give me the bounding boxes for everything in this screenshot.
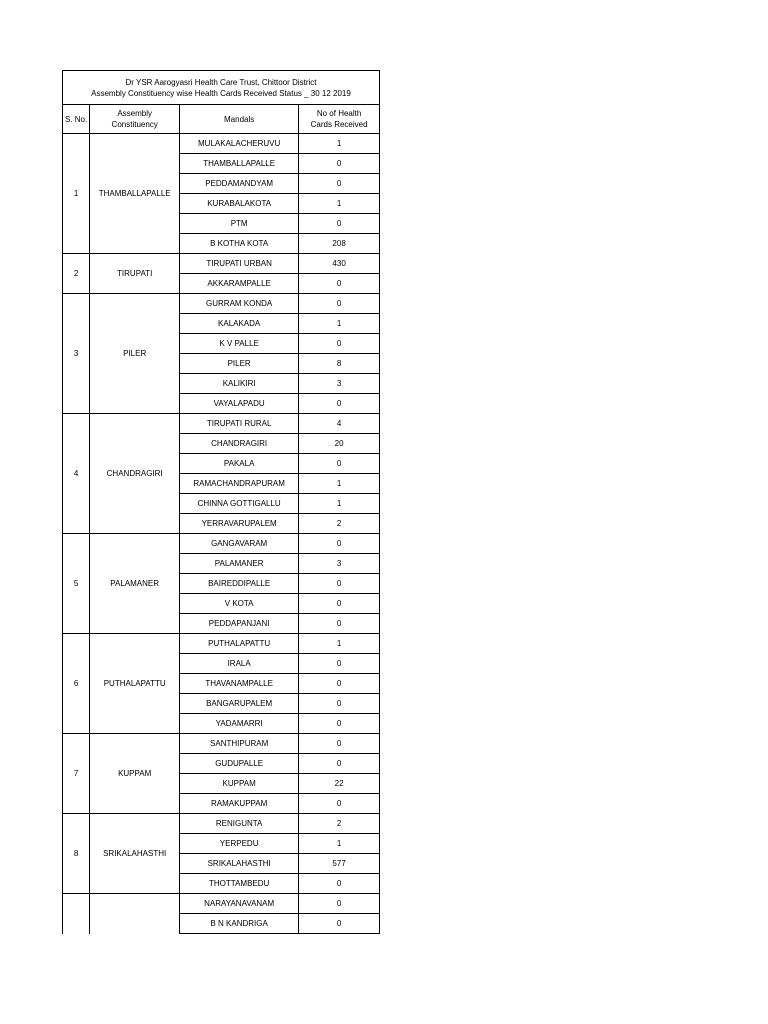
- mandal-cell: THAMBALLAPALLE: [180, 154, 299, 174]
- mandal-cell: KURABALAKOTA: [180, 194, 299, 214]
- constituency-cell: CHANDRAGIRI: [90, 414, 180, 534]
- table-row: [63, 254, 380, 274]
- table-row: [63, 294, 380, 314]
- document-title: [63, 71, 380, 105]
- cards-received-cell: 3: [299, 554, 380, 574]
- serial-number-cell: 1: [63, 134, 90, 254]
- table-row: [63, 814, 380, 834]
- constituency-cell: THAMBALLAPALLE: [90, 134, 180, 254]
- mandal-cell: BAIREDDIPALLE: [180, 574, 299, 594]
- table-row: [63, 414, 380, 434]
- cards-received-cell: 3: [299, 374, 380, 394]
- title-row: [63, 71, 380, 105]
- cards-received-cell: 0: [299, 914, 380, 934]
- mandal-cell: PEDDAPANJANI: [180, 614, 299, 634]
- serial-number-cell: 3: [63, 294, 90, 414]
- mandal-cell: PTM: [180, 214, 299, 234]
- cards-received-cell: 2: [299, 514, 380, 534]
- serial-number-cell: 7: [63, 734, 90, 814]
- mandal-cell: GUDUPALLE: [180, 754, 299, 774]
- serial-number-cell: 5: [63, 534, 90, 634]
- cards-received-cell: 0: [299, 674, 380, 694]
- constituency-cell: KUPPAM: [90, 734, 180, 814]
- mandal-cell: TIRUPATI URBAN: [180, 254, 299, 274]
- serial-number-cell: 2: [63, 254, 90, 294]
- constituency-cell: PALAMANER: [90, 534, 180, 634]
- mandal-cell: B KOTHA KOTA: [180, 234, 299, 254]
- cards-received-cell: 0: [299, 214, 380, 234]
- table-row: [63, 534, 380, 554]
- cards-received-cell: 0: [299, 454, 380, 474]
- cards-received-cell: 0: [299, 174, 380, 194]
- header-mandals: Mandals: [180, 105, 299, 134]
- cards-received-cell: 0: [299, 274, 380, 294]
- table-row: [63, 734, 380, 754]
- health-cards-sheet: [62, 70, 380, 934]
- table-row: [63, 634, 380, 654]
- cards-received-cell: 0: [299, 754, 380, 774]
- mandal-cell: SRIKALAHASTHI: [180, 854, 299, 874]
- mandal-cell: PALAMANER: [180, 554, 299, 574]
- table-row: [63, 134, 380, 154]
- cards-received-cell: 0: [299, 734, 380, 754]
- mandal-cell: PUTHALAPATTU: [180, 634, 299, 654]
- header-cards: [299, 105, 380, 134]
- mandal-cell: CHINNA GOTTIGALLU: [180, 494, 299, 514]
- mandal-cell: V KOTA: [180, 594, 299, 614]
- mandal-cell: GURRAM KONDA: [180, 294, 299, 314]
- constituency-cell: TIRUPATI: [90, 254, 180, 294]
- header-sno: S. No.: [63, 105, 90, 134]
- cards-received-cell: 0: [299, 574, 380, 594]
- cards-received-cell: 1: [299, 494, 380, 514]
- cards-received-cell: 0: [299, 714, 380, 734]
- cards-received-cell: 0: [299, 594, 380, 614]
- cards-received-cell: 430: [299, 254, 380, 274]
- title-line-2: Assembly Constituency wise Health Cards Received Status _ 30 12 2019: [91, 88, 351, 98]
- cards-received-cell: 0: [299, 894, 380, 914]
- title-line-1: Dr YSR Aarogyasri Health Care Trust, Chittoor District: [125, 77, 317, 87]
- constituency-cell: PILER: [90, 294, 180, 414]
- mandal-cell: SANTHIPURAM: [180, 734, 299, 754]
- cards-received-cell: 8: [299, 354, 380, 374]
- cards-received-cell: 4: [299, 414, 380, 434]
- constituency-cell: [90, 894, 180, 934]
- serial-number-cell: 6: [63, 634, 90, 734]
- mandal-cell: CHANDRAGIRI: [180, 434, 299, 454]
- health-cards-table: [62, 70, 380, 934]
- mandal-cell: THAVANAMPALLE: [180, 674, 299, 694]
- serial-number-cell: [63, 894, 90, 934]
- cards-received-cell: 1: [299, 194, 380, 214]
- mandal-cell: PEDDAMANDYAM: [180, 174, 299, 194]
- mandal-cell: BANGARUPALEM: [180, 694, 299, 714]
- mandal-cell: PAKALA: [180, 454, 299, 474]
- mandal-cell: RAMACHANDRAPURAM: [180, 474, 299, 494]
- cards-received-cell: 2: [299, 814, 380, 834]
- mandal-cell: K V PALLE: [180, 334, 299, 354]
- cards-received-cell: 0: [299, 694, 380, 714]
- cards-received-cell: 1: [299, 134, 380, 154]
- mandal-cell: YERRAVARUPALEM: [180, 514, 299, 534]
- cards-received-cell: 1: [299, 634, 380, 654]
- serial-number-cell: 8: [63, 814, 90, 894]
- cards-received-cell: 0: [299, 654, 380, 674]
- mandal-cell: THOTTAMBEDU: [180, 874, 299, 894]
- mandal-cell: KALAKADA: [180, 314, 299, 334]
- mandal-cell: KUPPAM: [180, 774, 299, 794]
- cards-received-cell: 0: [299, 614, 380, 634]
- cards-received-cell: 0: [299, 874, 380, 894]
- mandal-cell: PILER: [180, 354, 299, 374]
- mandal-cell: KALIKIRI: [180, 374, 299, 394]
- mandal-cell: MULAKALACHERUVU: [180, 134, 299, 154]
- mandal-cell: YERPEDU: [180, 834, 299, 854]
- cards-received-cell: 0: [299, 334, 380, 354]
- mandal-cell: AKKARAMPALLE: [180, 274, 299, 294]
- cards-received-cell: 0: [299, 534, 380, 554]
- table-body: [63, 134, 380, 934]
- header-constituency-line-2: Constituency: [111, 120, 158, 129]
- cards-received-cell: 0: [299, 154, 380, 174]
- mandal-cell: IRALA: [180, 654, 299, 674]
- header-cards-line-2: Cards Received: [310, 120, 368, 129]
- cards-received-cell: 577: [299, 854, 380, 874]
- mandal-cell: YADAMARRI: [180, 714, 299, 734]
- mandal-cell: TIRUPATI RURAL: [180, 414, 299, 434]
- header-constituency: [90, 105, 180, 134]
- mandal-cell: VAYALAPADU: [180, 394, 299, 414]
- cards-received-cell: 1: [299, 834, 380, 854]
- mandal-cell: B N KANDRIGA: [180, 914, 299, 934]
- constituency-cell: SRIKALAHASTHI: [90, 814, 180, 894]
- cards-received-cell: 22: [299, 774, 380, 794]
- cards-received-cell: 1: [299, 474, 380, 494]
- cards-received-cell: 0: [299, 794, 380, 814]
- mandal-cell: RAMAKUPPAM: [180, 794, 299, 814]
- cards-received-cell: 1: [299, 314, 380, 334]
- table-row: [63, 894, 380, 914]
- cards-received-cell: 20: [299, 434, 380, 454]
- mandal-cell: GANGAVARAM: [180, 534, 299, 554]
- cards-received-cell: 208: [299, 234, 380, 254]
- serial-number-cell: 4: [63, 414, 90, 534]
- mandal-cell: NARAYANAVANAM: [180, 894, 299, 914]
- header-constituency-line-1: Assembly: [117, 109, 153, 118]
- cards-received-cell: 0: [299, 394, 380, 414]
- header-row: [63, 105, 380, 134]
- constituency-cell: PUTHALAPATTU: [90, 634, 180, 734]
- mandal-cell: RENIGUNTA: [180, 814, 299, 834]
- cards-received-cell: 0: [299, 294, 380, 314]
- header-cards-line-1: No of Health: [316, 109, 362, 118]
